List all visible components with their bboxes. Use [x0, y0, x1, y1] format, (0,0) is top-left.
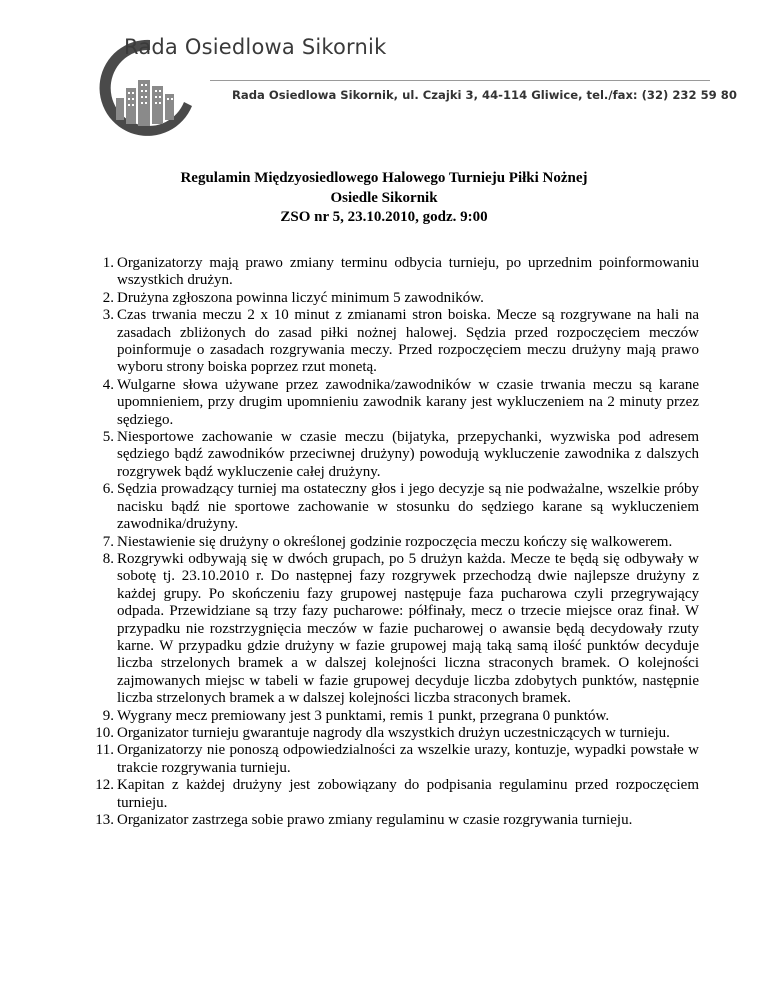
rule-number: 2. [102, 289, 114, 306]
rule-number: 7. [102, 533, 114, 550]
organization-name: Rada Osiedlowa Sikornik [124, 35, 387, 59]
list-item [102, 376, 699, 429]
rule-number: 13. [95, 812, 114, 828]
rule-number: 3. [102, 307, 114, 324]
rule-number: 1. [102, 255, 114, 271]
document-title [100, 169, 668, 228]
rule-text: Organizatorzy mają prawo zmiany terminu odbycia turnieju, po uprzednim poinformowaniu wszystkich drużyn. [117, 255, 699, 289]
rule-number: 4. [102, 376, 114, 393]
rule-number: 6. [102, 481, 114, 498]
list-item [95, 742, 699, 777]
rule-number: 8. [102, 550, 114, 567]
rule-text: Drużyna zgłoszona powinna liczyć minimum 5 zawodników. [117, 289, 484, 306]
title-line-1: Regulamin Międzyosiedlowego Halowego Turnieju Piłki Nożnej [180, 170, 588, 186]
list-item [102, 307, 699, 377]
list-item [95, 777, 699, 812]
title-line-3: ZSO nr 5, 23.10.2010, godz. 9:00 [280, 209, 488, 225]
rule-text: Niesportowe zachowanie w czasie meczu (bijatyka, przepychanki, wyzwiska pod adresem sędziego bądź zawodników przeciwnej drużyny) powodują wykluczenie zawodnika z dalszych rozgrywek bądź wykluczenie całej drużyny. [117, 429, 699, 480]
rule-number: 10. [95, 724, 114, 741]
rule-text: Organizator turnieju gwarantuje nagrody dla wszystkich drużyn uczestniczących w turnieju. [117, 724, 670, 741]
rule-text: Kapitan z każdej drużyny jest zobowiązany do podpisania regulaminu przed rozpoczęciem turnieju. [117, 777, 699, 811]
rule-text: Wulgarne słowa używane przez zawodnika/zawodników w czasie trwania meczu są karane upomnieniem, przy drugim upomnieniu zawodnik karany jest wykluczeniem na 2 minuty przez sędziego. [117, 376, 699, 428]
title-line-2: Osiedle Sikornik [330, 189, 438, 206]
list-item [102, 429, 699, 481]
rule-number: 11. [95, 742, 114, 759]
rule-number: 9. [102, 707, 114, 724]
header-divider [210, 80, 710, 81]
list-item [95, 812, 699, 829]
rule-text: Rozgrywki odbywają się w dwóch grupach, po 5 drużyn każda. Mecze te będą się odbywały w sobotę tj. 23.10.2010 r. Do następnej fazy rozgrywek przechodzą dwie najlepsze drużyny z każdej grupy. Po skończeniu fazy grupowej następuje faza pucharowa czyli przegrywający odpada. Przewidziane są trzy fazy pucharowe: półfinały, mecz o trzecie miejsce oraz finał. W przypadku nie rozstrzygnięcia meczów w fazie pucharowej o awansie będą decydowały rzuty karne. W przypadku gdzie drużyny w fazie grupowej mają taką samą ilość punktów decyduje liczba strzelonych bramek a w dalszej kolejności liczna straconych bramek. O kolejności zajmowanych miejsc w tabeli w fazie grupowej decyduje liczba zdobytych punktów, następnie liczba strzelonych bramek a w dalszej kolejności liczba straconych bramek. [117, 550, 699, 707]
organization-address: Rada Osiedlowa Sikornik, ul. Czajki 3, 44-114 Gliwice, tel./fax: (32) 232 59 80 [232, 88, 737, 102]
list-item [102, 255, 699, 290]
list-item [102, 550, 699, 708]
rule-text: Organizator zastrzega sobie prawo zmiany regulaminu w czasie rozgrywania turnieju. [117, 812, 633, 828]
rule-text: Sędzia prowadzący turniej ma ostateczny głos i jego decyzje są nie podważalne, wszelkie próby nacisku bądź nie sportowe zachowanie w stosunku do sędziego karane są wykluczeniem zawodnika/drużyny. [117, 481, 699, 533]
list-item [102, 481, 699, 533]
list-item [102, 533, 699, 551]
rule-text: Wygrany mecz premiowany jest 3 punktami, remis 1 punkt, przegrana 0 punktów. [117, 707, 610, 724]
rule-number: 5. [102, 429, 114, 446]
rule-number: 12. [95, 777, 114, 794]
regulation-list [95, 255, 699, 829]
list-item [102, 707, 699, 725]
list-item [102, 289, 699, 307]
rule-text: Organizatorzy nie ponoszą odpowiedzialności za wszelkie urazy, kontuzje, wypadki powstałe w trakcie rozgrywania turnieju. [117, 742, 699, 776]
rule-text: Czas trwania meczu 2 x 10 minut z zmianami stron boiska. Mecze są rozgrywane na hali na zasadach zbliżonych do zasad piłki nożnej halowej. Sędzia przed rozpoczęciem meczów poinformuje o zasadach rozgrywania meczy. Przed rozpoczęciem meczu drużyny mają prawo wyboru strony boiska poprzez rzut monetą. [117, 307, 699, 376]
list-item [95, 724, 699, 742]
rule-text: Niestawienie się drużyny o określonej godzinie rozpoczęcia meczu kończy się walkowerem. [117, 533, 673, 550]
